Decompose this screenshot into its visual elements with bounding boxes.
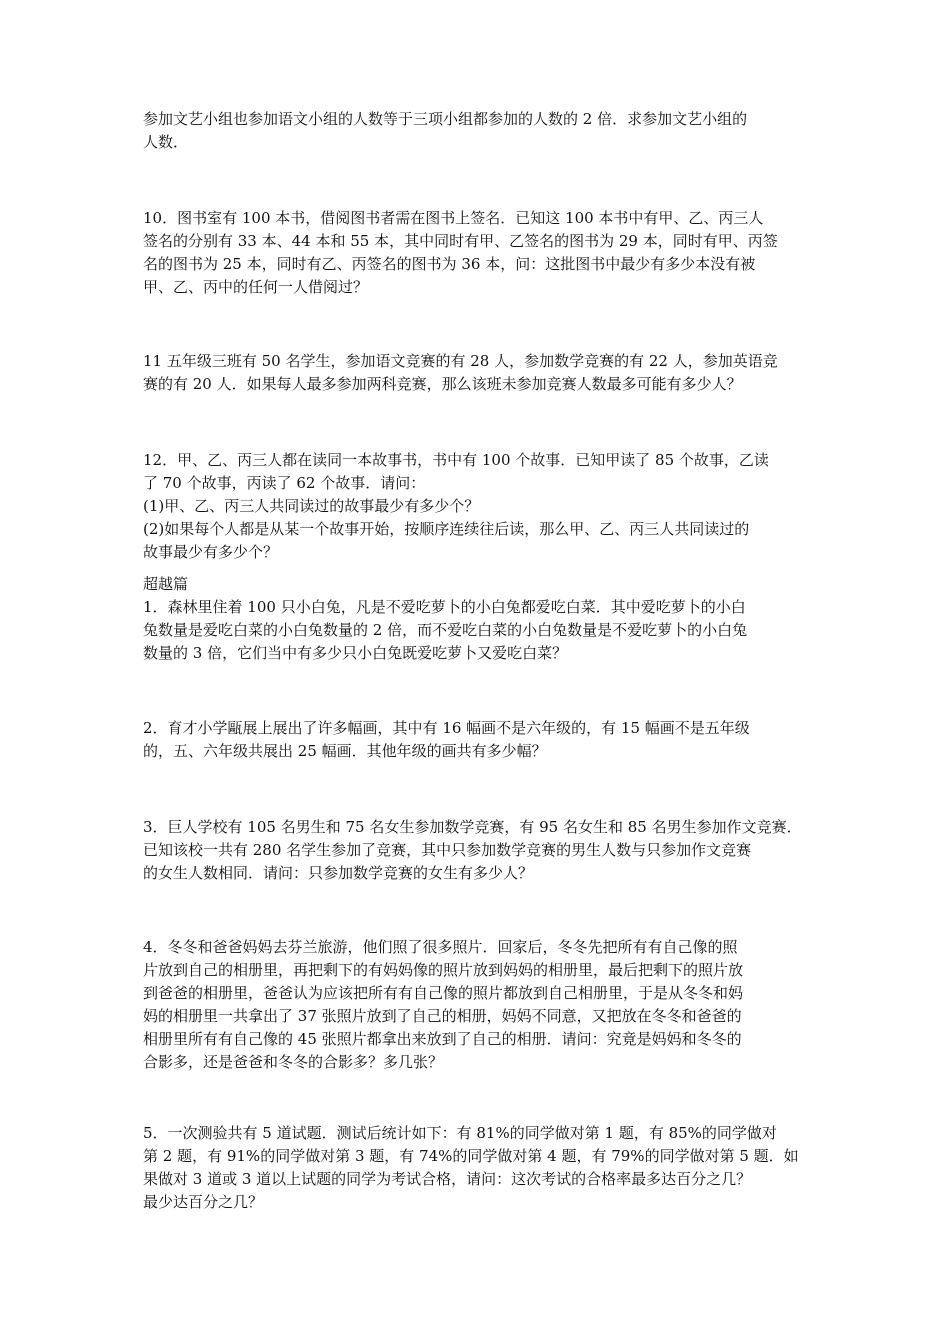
text-line: 5．一次测验共有 5 道试题．测试后统计如下：有 81%的同学做对第 1 题，有 85%的同学做对: [143, 1124, 777, 1142]
text-line: 兔数量是爱吃白菜的小白兔数量的 2 倍，而不爱吃白菜的小白兔数量是不爱吃萝卜的小白兔: [143, 621, 748, 639]
text-line: 10．图书室有 100 本书，借阅图书者需在图书上签名．已知这 100 本书中有甲、乙、丙三人: [143, 209, 764, 227]
text-line: 11 五年级三班有 50 名学生，参加语文竞赛的有 28 人，参加数学竞赛的有 22 人，参加英语竞: [143, 352, 778, 370]
text-line: 3．巨人学校有 105 名男生和 75 名女生参加数学竞赛，有 95 名女生和 85 名男生参加作文竞赛．: [143, 818, 802, 836]
text-line: 4．冬冬和爸爸妈妈去芬兰旅游，他们照了很多照片．回家后，冬冬先把所有有自己像的照: [143, 938, 738, 956]
advanced-problem-5-paragraph: [143, 1122, 815, 1214]
text-line: 2．育才小学甌展上展出了许多幅画，其中有 16 幅画不是六年级的，有 15 幅画不是五年级: [143, 719, 750, 737]
intro-continuation-paragraph: [143, 108, 815, 154]
text-line: 最少达百分之几？: [143, 1193, 264, 1211]
text-line: 参加文艺小组也参加语文小组的人数等于三项小组都参加的人数的 2 倍．求参加文艺小组的: [143, 110, 748, 128]
text-line: 到爸爸的相册里，爸爸认为应该把所有有自己像的照片都放到自己相册里，于是从冬冬和妈: [143, 984, 744, 1002]
text-line: 相册里所有有自己像的 45 张照片都拿出来放到了自己的相册．请问：究竟是妈妈和冬冬的: [143, 1030, 742, 1048]
text-line: 1．森林里住着 100 只小白兔，凡是不爱吃萝卜的小白兔都爱吃白菜．其中爱吃萝卜的小白: [143, 598, 746, 616]
text-line: 妈的相册里一共拿出了 37 张照片放到了自己的相册，妈妈不同意，又把放在冬冬和爸爸的: [143, 1007, 742, 1025]
text-line: 甲、乙、丙中的任何一人借阅过？: [143, 278, 369, 296]
text-line: (1)甲、乙、丙三人共同读过的故事最少有多少个？: [143, 497, 480, 515]
text-line: 果做对 3 道或 3 道以上试题的同学为考试合格，请问：这次考试的合格率最多达百分之几？: [143, 1170, 752, 1188]
text-line: 人数．: [143, 133, 189, 151]
text-line: 的，五、六年级共展出 25 幅画．其他年级的画共有多少幅？: [143, 742, 547, 760]
advanced-section-paragraph: [143, 573, 815, 665]
text-line: 故事最少有多少个？: [143, 543, 279, 561]
text-line: 赛的有 20 人．如果每人最多参加两科竞赛，那么该班未参加竞赛人数最多可能有多少人？: [143, 375, 742, 393]
text-line: 数量的 3 倍，它们当中有多少只小白兔既爱吃萝卜又爱吃白菜？: [143, 644, 568, 662]
advanced-problem-3-paragraph: [143, 816, 815, 885]
section-heading: 超越篇: [143, 575, 189, 593]
text-line: (2)如果每个人都是从某一个故事开始，按顺序连续往后读，那么甲、乙、丙三人共同读过的: [143, 520, 750, 538]
text-line: 12．甲、乙、丙三人都在读同一本故事书，书中有 100 个故事．已知甲读了 85 个故事，乙读: [143, 451, 769, 469]
problem-12-paragraph: [143, 449, 815, 564]
text-line: 名的图书为 25 本，同时有乙、丙签名的图书为 36 本，问：这批图书中最少有多少本没有被: [143, 255, 756, 273]
text-line: 的女生人数相同．请问：只参加数学竞赛的女生有多少人？: [143, 864, 534, 882]
text-line: 已知该校一共有 280 名学生参加了竞赛，其中只参加数学竞赛的男生人数与只参加作文竞赛: [143, 841, 752, 859]
text-line: 签名的分别有 33 本、44 本和 55 本，其中同时有甲、乙签名的图书为 29 本，同时有甲、丙签: [143, 232, 778, 250]
text-line: 合影多，还是爸爸和冬冬的合影多？多几张？: [143, 1053, 444, 1071]
text-line: 片放到自己的相册里，再把剩下的有妈妈像的照片放到妈妈的相册里，最后把剩下的照片放: [143, 961, 744, 979]
text-line: 第 2 题，有 91%的同学做对第 3 题，有 74%的同学做对第 4 题，有 79%的同学做对第 5 题．如: [143, 1147, 799, 1165]
problem-11-paragraph: [143, 350, 815, 396]
problem-10-paragraph: [143, 207, 815, 299]
advanced-problem-4-paragraph: [143, 936, 815, 1074]
text-line: 了 70 个故事，丙读了 62 个故事．请问：: [143, 474, 426, 492]
advanced-problem-2-paragraph: [143, 717, 815, 763]
